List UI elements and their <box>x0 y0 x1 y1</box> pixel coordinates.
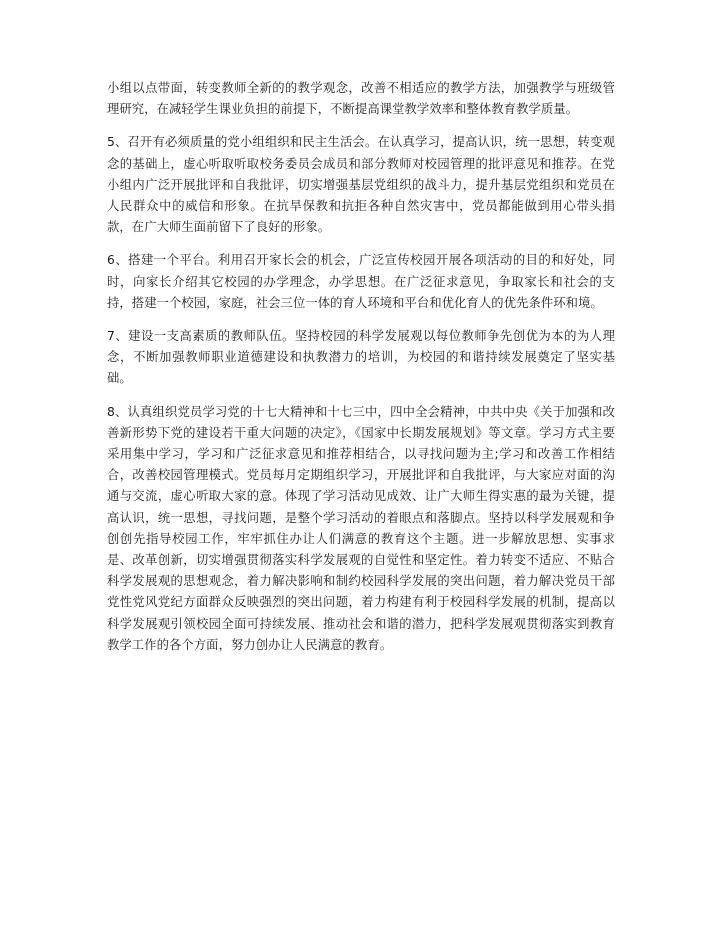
paragraph-item-7: 7、建设一支高素质的教师队伍。坚持校园的科学发展观以每位教师争先创优为本的为人理念，不断加强教师职业道德建设和执教潜力的培训，为校园的和谐持续发展奠定了坚实基础。 <box>107 329 615 386</box>
paragraph-item-5: 5、召开有必须质量的党小组组织和民主生活会。在认真学习，提高认识，统一思想，转变观念的基础上，虚心听取听取校务委员会成员和部分教师对校园管理的批评意见和推荐。在党小组内广泛开展批评和自我批评，切实增强基层党组织的战斗力，提升基层党组织和党员在人民群众中的威信和形象。在抗旱保教和抗拒各种自然灾害中，党员都能做到用心带头捐款，在广大师生面前留下了良好的形象。 <box>107 135 615 235</box>
paragraph-item-8: 8、认真组织党员学习党的十七大精神和十七三中，四中全会精神，中共中央《关于加强和改善新形势下党的建设若干重大问题的决定》，《国家中长期发展规划》等文章。学习方式主要采用集中学习，学习和广泛征求意见和推荐相结合，以寻找问题为主;学习和改善工作相结合，改善校园管理模式。党员每月定期组织学习，开展批评和自我批评，与大家应对面的沟通与交流，虚心听取大家的意。体现了学习活动见成效、让广大师生得实惠的最为关键，提高认识，统一思想，寻找问题，是整个学习活动的着眼点和落脚点。坚持以科学发展观和争创创先指导校园工作，牢牢抓住办让人们满意的教育这个主题。进一步解放思想、实事求是、改革创新，切实增强贯彻落实科学发展观的自觉性和坚定性。着力转变不适应、不贴合科学发展观的思想观念，着力解决影响和制约校园科学发展的突出问题，着力解决党员干部党性党风党纪方面群众反映强烈的突出问题，着力构建有利于校园科学发展的机制，提高以科学发展观引领校园全面可持续发展、推动社会和谐的潜力，把科学发展观贯彻落实到教育教学工作的各个方面，努力创办让人民满意的教育。 <box>107 404 615 652</box>
paragraph-item-6: 6、搭建一个平台。利用召开家长会的机会，广泛宣传校园开展各项活动的目的和好处，同时，向家长介绍其它校园的办学理念，办学思想。在广泛征求意见，争取家长和社会的支持，搭建一个校园，家庭，社会三位一体的育人环境和平台和优化育人的优先条件环和境。 <box>107 253 615 310</box>
document-body <box>107 78 615 668</box>
paragraph-intro: 小组以点带面，转变教师全新的的教学观念，改善不相适应的教学方法，加强教学与班级管理研究，在减轻学生课业负担的前提下，不断提高课堂教学效率和整体教育教学质量。 <box>107 81 615 117</box>
